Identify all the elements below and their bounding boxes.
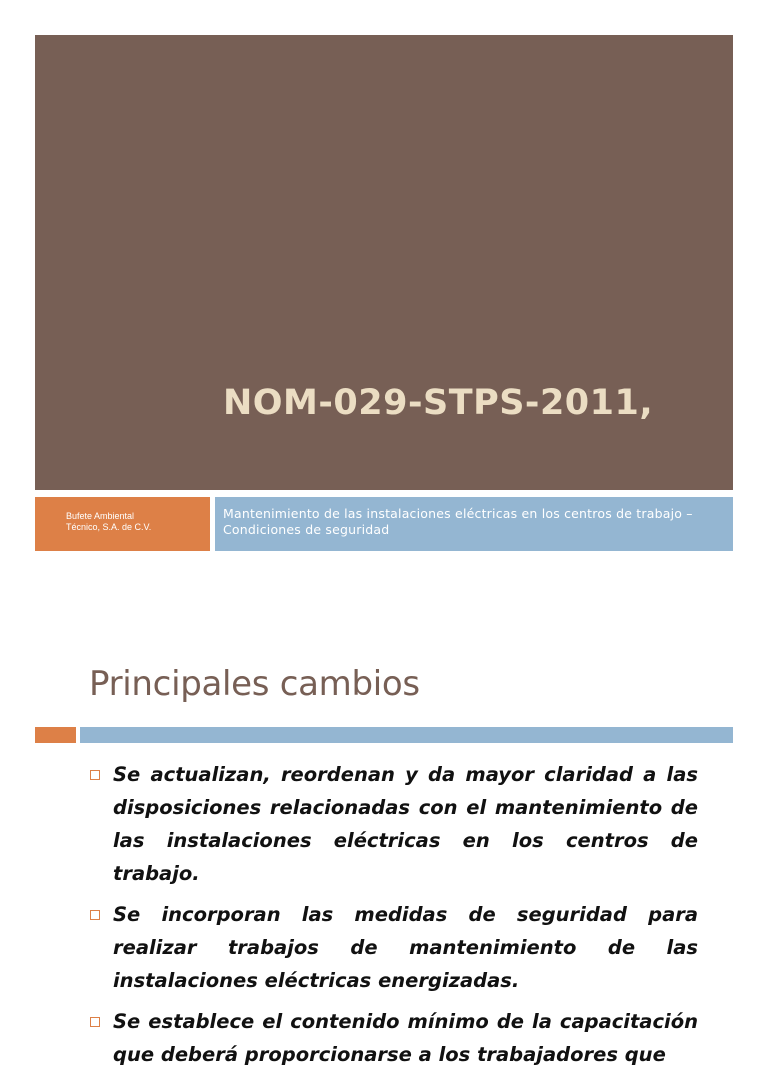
bullet-text: Se establece el contenido mínimo de la capacitación que deberá proporcionarse a los trabajadores que — [113, 1010, 698, 1066]
bullet-text: Se actualizan, reordenan y da mayor claridad a las disposiciones relacionadas con el mantenimiento de las instalaciones eléctricas en los centros de trabajo. — [113, 763, 698, 885]
slide-subtitle: Mantenimiento de las instalaciones eléctricas en los centros de trabajo – Condiciones de seguridad — [223, 506, 693, 537]
organization-box — [35, 497, 210, 551]
heading-accent-bar-orange — [35, 727, 76, 743]
organization-name-line-1: Bufete Ambiental — [66, 511, 135, 521]
slide-title: NOM-029-STPS-2011, — [223, 383, 654, 423]
section-heading: Principales cambios — [89, 664, 420, 704]
organization-name-line-2: Técnico, S.A. de C.V. — [66, 522, 152, 532]
list-item — [88, 1005, 698, 1071]
square-bullet-icon — [90, 770, 100, 780]
list-item — [88, 898, 698, 997]
list-item — [88, 758, 698, 890]
organization-name — [66, 511, 151, 533]
changes-bullet-list — [88, 758, 698, 1079]
square-bullet-icon — [90, 1017, 100, 1027]
subtitle-box — [215, 497, 733, 551]
square-bullet-icon — [90, 910, 100, 920]
bullet-text: Se incorporan las medidas de seguridad para realizar trabajos de mantenimiento de las instalaciones eléctricas energizadas. — [113, 903, 698, 992]
heading-accent-bar-blue — [80, 727, 733, 743]
title-slide-banner — [35, 35, 733, 490]
